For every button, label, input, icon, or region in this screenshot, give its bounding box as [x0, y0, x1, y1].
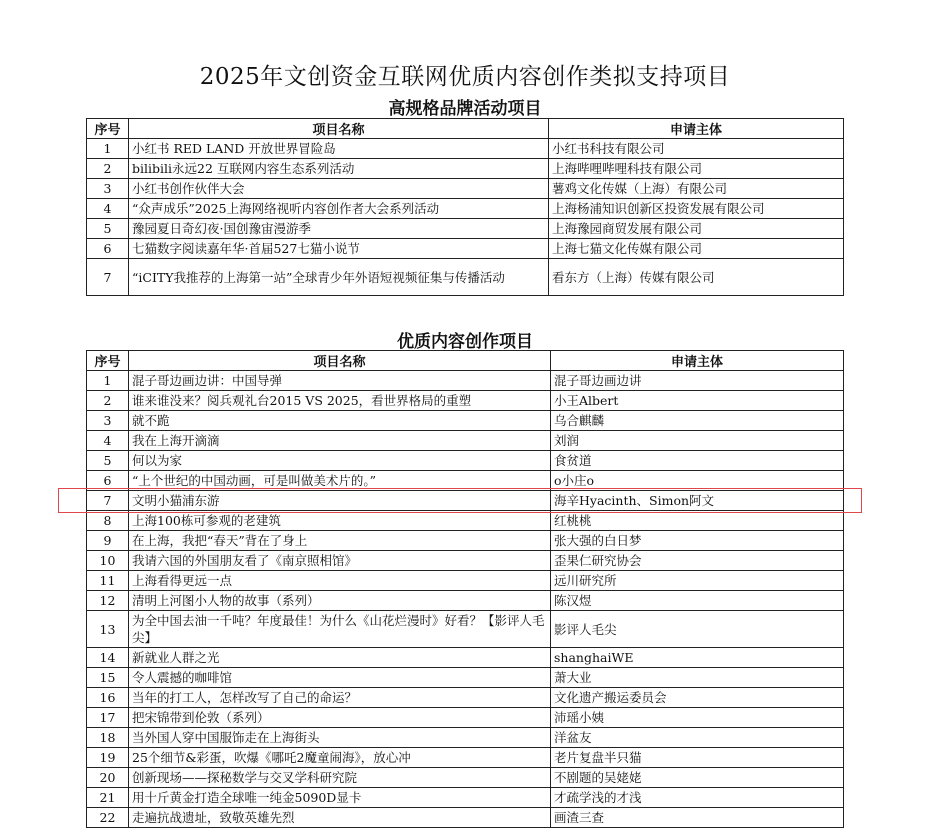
cell-project-name: 小红书 RED LAND 开放世界冒险岛: [129, 139, 549, 159]
table-row: [87, 571, 844, 591]
cell-index: 1: [87, 371, 129, 391]
cell-applicant: 小王Albert: [551, 391, 844, 411]
cell-index: 8: [87, 511, 129, 531]
header-project-name: 项目名称: [129, 119, 549, 139]
header-project-name: 项目名称: [129, 351, 551, 371]
highlight-box-row-7: [58, 488, 862, 513]
table-row: [87, 728, 844, 748]
cell-applicant: 画渣三查: [551, 808, 844, 828]
cell-index: 1: [87, 139, 129, 159]
cell-index: 7: [87, 491, 129, 511]
cell-project-name: 就不跪: [129, 411, 551, 431]
cell-index: 2: [87, 159, 129, 179]
cell-index: 6: [87, 471, 129, 491]
cell-index: 10: [87, 551, 129, 571]
cell-applicant: 上海杨浦知识创新区投资发展有限公司: [549, 199, 844, 219]
cell-applicant: 上海哔哩哔哩科技有限公司: [549, 159, 844, 179]
cell-applicant: 老片复盘半只猫: [551, 748, 844, 768]
cell-index: 19: [87, 748, 129, 768]
cell-applicant: 远川研究所: [551, 571, 844, 591]
cell-project-name: 当年的打工人，怎样改写了自己的命运？: [129, 688, 551, 708]
table-row: [87, 259, 844, 296]
table-row: [87, 431, 844, 451]
table-row: [87, 788, 844, 808]
cell-index: 17: [87, 708, 129, 728]
cell-applicant: 看东方（上海）传媒有限公司: [549, 259, 844, 296]
cell-applicant: 红桃桃: [551, 511, 844, 531]
cell-project-name: 混子哥边画边讲：中国导弹: [129, 371, 551, 391]
table-row: [87, 391, 844, 411]
table-row: [87, 179, 844, 199]
cell-applicant: o小庄o: [551, 471, 844, 491]
cell-project-name: 清明上河图小人物的故事（系列）: [129, 591, 551, 611]
cell-project-name: 新就业人群之光: [129, 648, 551, 668]
cell-applicant: 薯鸡文化传媒（上海）有限公司: [549, 179, 844, 199]
cell-index: 5: [87, 219, 129, 239]
table-row: [87, 159, 844, 179]
cell-applicant: 食贫道: [551, 451, 844, 471]
cell-index: 18: [87, 728, 129, 748]
table-row: [87, 688, 844, 708]
cell-index: 11: [87, 571, 129, 591]
table-row: [87, 708, 844, 728]
cell-index: 2: [87, 391, 129, 411]
brand-activities-table: [86, 118, 844, 296]
cell-project-name: 何以为家: [129, 451, 551, 471]
quality-content-table: [86, 350, 844, 828]
section-title-quality-content: 优质内容创作项目: [397, 332, 533, 352]
cell-applicant: 乌合麒麟: [551, 411, 844, 431]
cell-applicant: 刘润: [551, 431, 844, 451]
table-row: [87, 611, 844, 648]
cell-applicant: 洋盆友: [551, 728, 844, 748]
cell-index: 12: [87, 591, 129, 611]
cell-applicant: 影评人毛尖: [551, 611, 844, 648]
header-applicant: 申请主体: [549, 119, 844, 139]
cell-applicant: 萧大业: [551, 668, 844, 688]
table-row: [87, 531, 844, 551]
table-row: [87, 411, 844, 431]
cell-applicant: 陈汉煜: [551, 591, 844, 611]
cell-project-name: “iCITY我推荐的上海第一站”全球青少年外语短视频征集与传播活动: [129, 259, 549, 296]
cell-project-name: 创新现场——探秘数学与交叉学科研究院: [129, 768, 551, 788]
table-row: [87, 668, 844, 688]
cell-project-name: 七猫数字阅读嘉年华·首届527七猫小说节: [129, 239, 549, 259]
table-row: [87, 219, 844, 239]
cell-project-name: 用十斤黄金打造全球唯一纯金5090D显卡: [129, 788, 551, 808]
cell-project-name: 上海看得更远一点: [129, 571, 551, 591]
cell-index: 22: [87, 808, 129, 828]
cell-project-name: 把宋锦带到伦敦（系列）: [129, 708, 551, 728]
cell-project-name: 文明小猫浦东游: [129, 491, 551, 511]
cell-index: 21: [87, 788, 129, 808]
table-row: [87, 511, 844, 531]
cell-applicant: 张大强的白日梦: [551, 531, 844, 551]
cell-index: 16: [87, 688, 129, 708]
cell-index: 4: [87, 199, 129, 219]
cell-applicant: 混子哥边画边讲: [551, 371, 844, 391]
table-row: [87, 139, 844, 159]
cell-project-name: bilibili永远22 互联网内容生态系列活动: [129, 159, 549, 179]
document-title: 2025年文创资金互联网优质内容创作类拟支持项目: [199, 64, 731, 90]
table-row: [87, 239, 844, 259]
table-row: [87, 808, 844, 828]
cell-project-name: 当外国人穿中国服饰走在上海街头: [129, 728, 551, 748]
cell-project-name: 为全中国去油一千吨？年度最佳！为什么《山花烂漫时》好看？【影评人毛尖】: [129, 611, 551, 648]
cell-project-name: “上个世纪的中国动画，可是叫做美术片的。”: [129, 471, 551, 491]
cell-index: 7: [87, 259, 129, 296]
cell-project-name: 谁来谁没来？阅兵观礼台2015 VS 2025，看世界格局的重塑: [129, 391, 551, 411]
cell-applicant: shanghaiWE: [551, 648, 844, 668]
section-title-brand-activities: 高规格品牌活动项目: [388, 99, 542, 119]
cell-index: 15: [87, 668, 129, 688]
table-header-row: [87, 351, 844, 371]
cell-index: 3: [87, 411, 129, 431]
cell-project-name: 走遍抗战遗址，致敬英雄先烈: [129, 808, 551, 828]
cell-project-name: 25个细节&彩蛋，吹爆《哪吒2魔童闹海》，放心冲: [129, 748, 551, 768]
table-row: [87, 591, 844, 611]
cell-applicant: 小红书科技有限公司: [549, 139, 844, 159]
cell-project-name: 我在上海开滴滴: [129, 431, 551, 451]
cell-project-name: 豫园夏日奇幻夜·国创豫宙漫游季: [129, 219, 549, 239]
cell-applicant: 沛瑶小姨: [551, 708, 844, 728]
cell-index: 13: [87, 611, 129, 648]
table-row: [87, 199, 844, 219]
table-row: [87, 451, 844, 471]
header-index: 序号: [87, 351, 129, 371]
header-index: 序号: [87, 119, 129, 139]
cell-index: 4: [87, 431, 129, 451]
table-row: [87, 748, 844, 768]
cell-applicant: 上海豫园商贸发展有限公司: [549, 219, 844, 239]
cell-index: 5: [87, 451, 129, 471]
cell-index: 9: [87, 531, 129, 551]
cell-project-name: 我请六国的外国朋友看了《南京照相馆》: [129, 551, 551, 571]
table-row: [87, 371, 844, 391]
table-row: [87, 648, 844, 668]
cell-index: 14: [87, 648, 129, 668]
cell-project-name: 小红书创作伙伴大会: [129, 179, 549, 199]
table-header-row: [87, 119, 844, 139]
cell-applicant: 文化遗产搬运委员会: [551, 688, 844, 708]
cell-applicant: 才疏学浅的才浅: [551, 788, 844, 808]
table-row: [87, 551, 844, 571]
cell-project-name: 在上海，我把“春天”背在了身上: [129, 531, 551, 551]
cell-project-name: 上海100栋可参观的老建筑: [129, 511, 551, 531]
cell-index: 6: [87, 239, 129, 259]
cell-index: 20: [87, 768, 129, 788]
cell-project-name: “众声成乐”2025上海网络视听内容创作者大会系列活动: [129, 199, 549, 219]
table-row: [87, 768, 844, 788]
cell-project-name: 令人震撼的咖啡馆: [129, 668, 551, 688]
cell-applicant: 不剧题的吴姥姥: [551, 768, 844, 788]
cell-applicant: 歪果仁研究协会: [551, 551, 844, 571]
cell-applicant: 海辛Hyacinth、Simon阿文: [551, 491, 844, 511]
header-applicant: 申请主体: [551, 351, 844, 371]
cell-applicant: 上海七猫文化传媒有限公司: [549, 239, 844, 259]
cell-index: 3: [87, 179, 129, 199]
